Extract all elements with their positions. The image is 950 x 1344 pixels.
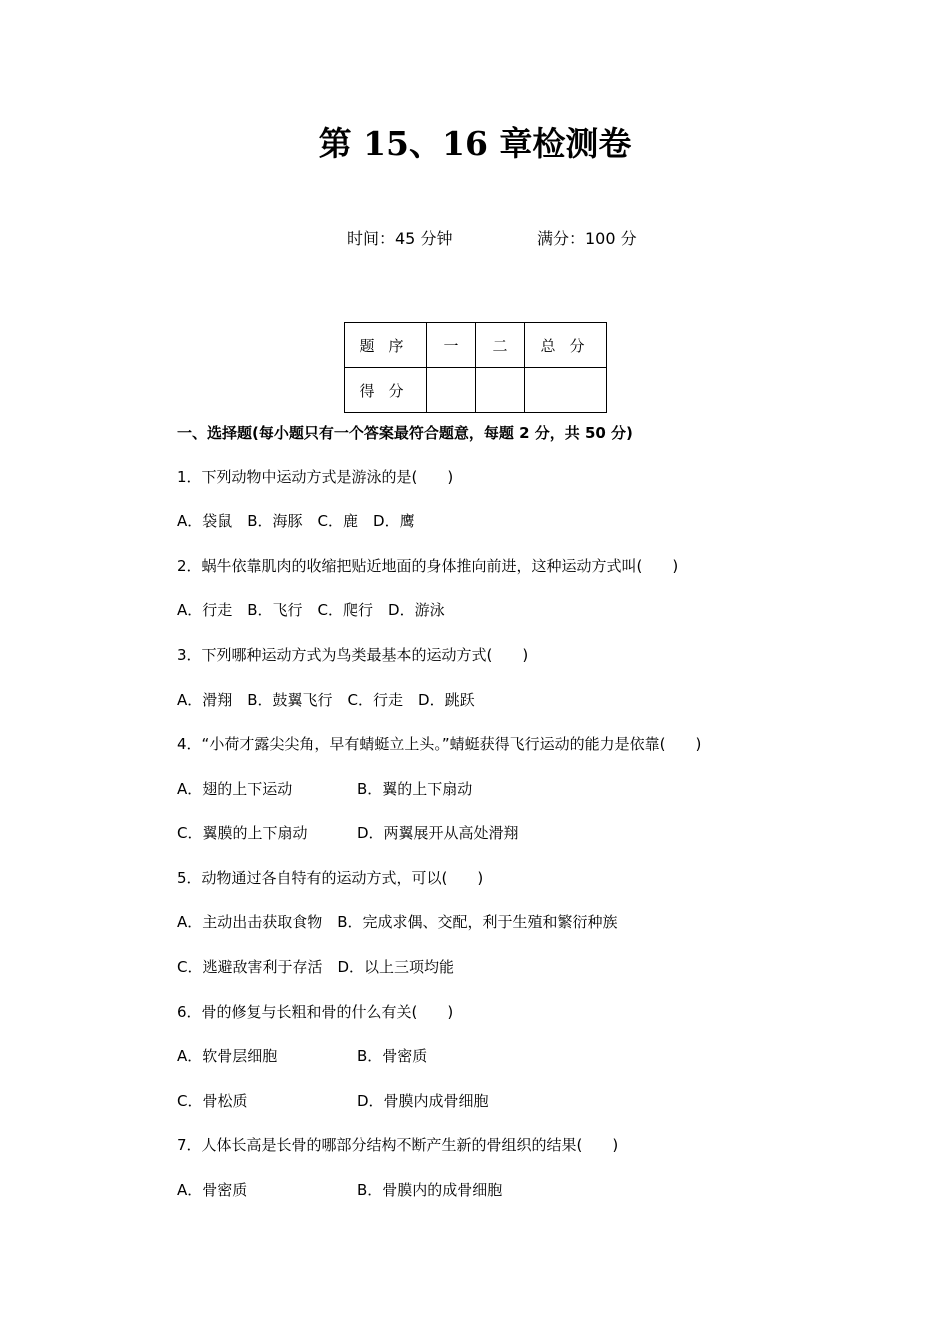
exam-full-score: 满分：100 分 — [537, 229, 637, 248]
score-blank-cell[interactable] — [427, 368, 476, 413]
question-4-option-a: A．翅的上下运动 — [177, 780, 293, 798]
question-7-option-a: A．骨密质 — [177, 1181, 248, 1199]
score-blank-cell[interactable] — [476, 368, 525, 413]
section-heading: 一、选择题(每小题只有一个答案最符合题意，每题 2 分，共 50 分) — [177, 424, 633, 442]
question-3: 3．下列哪种运动方式为鸟类最基本的运动方式( ) — [177, 646, 529, 664]
score-table-cell: 得分 — [345, 368, 427, 413]
score-table-score-row — [345, 368, 607, 413]
score-table-cell: 一 — [427, 323, 476, 368]
question-7-option-b: B．骨膜内的成骨细胞 — [357, 1181, 503, 1199]
question-2-options: A．行走 B．飞行 C．爬行 D．游泳 — [177, 601, 445, 619]
question-4-option-b: B．翼的上下扇动 — [357, 780, 473, 798]
question-6: 6．骨的修复与长粗和骨的什么有关( ) — [177, 1003, 454, 1021]
question-6-option-c: C．骨松质 — [177, 1092, 248, 1110]
exam-time: 时间：45 分钟 — [347, 229, 453, 248]
question-3-options: A．滑翔 B．鼓翼飞行 C．行走 D．跳跃 — [177, 691, 475, 709]
question-1: 1．下列动物中运动方式是游泳的是( ) — [177, 468, 454, 486]
question-5-options-ab: A．主动出击获取食物 B．完成求偶、交配，利于生殖和繁衍种族 — [177, 913, 618, 931]
score-table-cell: 总分 — [525, 323, 607, 368]
question-4: 4．“小荷才露尖尖角，早有蜻蜓立上头。”蜻蜓获得飞行运动的能力是依靠( ) — [177, 735, 702, 753]
score-table-cell: 题序 — [345, 323, 427, 368]
question-1-options: A．袋鼠 B．海豚 C．鹿 D．鹰 — [177, 512, 415, 530]
question-4-option-c: C．翼膜的上下扇动 — [177, 824, 308, 842]
question-6-option-a: A．软骨层细胞 — [177, 1047, 278, 1065]
question-2: 2．蜗牛依靠肌肉的收缩把贴近地面的身体推向前进，这种运动方式叫( ) — [177, 557, 679, 575]
question-4-option-d: D．两翼展开从高处滑翔 — [357, 824, 519, 842]
question-7: 7．人体长高是长骨的哪部分结构不断产生新的骨组织的结果( ) — [177, 1136, 619, 1154]
score-table — [344, 322, 607, 413]
question-6-option-b: B．骨密质 — [357, 1047, 428, 1065]
question-5-options-cd: C．逃避敌害利于存活 D．以上三项均能 — [177, 958, 455, 976]
question-6-option-d: D．骨膜内成骨细胞 — [357, 1092, 489, 1110]
question-5: 5．动物通过各自特有的运动方式，可以( ) — [177, 869, 484, 887]
score-blank-cell[interactable] — [525, 368, 607, 413]
score-table-cell: 二 — [476, 323, 525, 368]
score-table-header-row — [345, 323, 607, 368]
page-title: 第 15、16 章检测卷 — [318, 124, 632, 163]
